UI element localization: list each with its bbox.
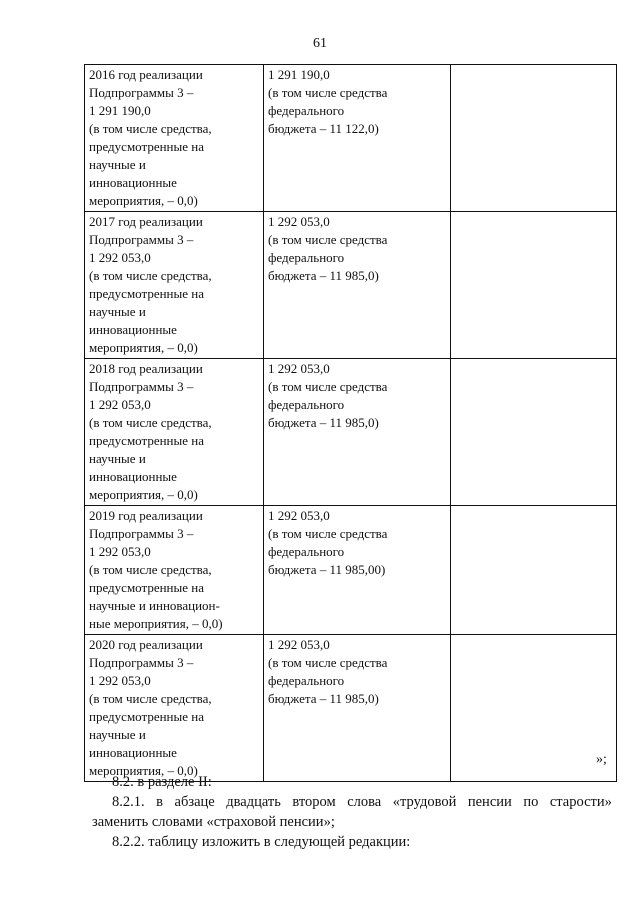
cell-line: (в том числе средства,: [89, 562, 212, 577]
word: в: [156, 794, 164, 810]
cell-line: федерального: [268, 250, 345, 265]
table-cell-col3: [451, 506, 617, 635]
cell-line: (в том числе средства,: [89, 415, 212, 430]
paragraph-8-2-2: 8.2.2. таблицу изложить в следующей редакции:: [112, 834, 411, 850]
word: пенсии: [467, 794, 512, 810]
cell-line: 1 292 053,0: [268, 508, 330, 523]
word: старости»: [549, 794, 612, 810]
cell-line: 1 292 053,0: [268, 637, 330, 652]
cell-line: Подпрограммы 3 –: [89, 526, 194, 541]
cell-line: Подпрограммы 3 –: [89, 85, 194, 100]
table-cell-col1: [85, 65, 264, 212]
cell-line: бюджета – 11 985,00): [268, 562, 386, 577]
cell-line: инновационные: [89, 469, 177, 484]
paragraph-8-2-1: [92, 792, 612, 832]
table-cell-col1: [85, 212, 264, 359]
table-row: [85, 506, 617, 635]
table-cell-col2: [264, 635, 451, 782]
paragraph-8-2: 8.2. в разделе II:: [112, 774, 212, 790]
table-cell-col3: [451, 635, 617, 782]
table-cell-col1: [85, 506, 264, 635]
closing-quote: »;: [596, 752, 607, 767]
table-cell-col2: [264, 506, 451, 635]
cell-line: научные и: [89, 304, 146, 319]
cell-line: предусмотренные на: [89, 286, 205, 301]
word: втором: [292, 794, 336, 810]
cell-line: 2018 год реализации: [89, 361, 203, 376]
cell-line: (в том числе средства,: [89, 268, 212, 283]
cell-line: мероприятия, – 0,0): [89, 763, 198, 778]
subprogram-funding-table: [84, 64, 617, 782]
cell-line: 2017 год реализации: [89, 214, 203, 229]
cell-line: 2019 год реализации: [89, 508, 203, 523]
cell-line: 1 292 053,0: [89, 673, 151, 688]
cell-line: бюджета – 11 985,0): [268, 415, 379, 430]
cell-line: инновационные: [89, 322, 177, 337]
cell-line: 1 292 053,0: [268, 361, 330, 376]
cell-line: мероприятия, – 0,0): [89, 193, 198, 208]
cell-line: ные мероприятия, – 0,0): [89, 616, 223, 631]
word: 8.2.1.: [112, 794, 145, 810]
table-cell-col2: [264, 65, 451, 212]
cell-line: 2016 год реализации: [89, 67, 203, 82]
cell-line: (в том числе средства: [268, 232, 388, 247]
cell-line: мероприятия, – 0,0): [89, 487, 198, 502]
table-cell-col3: [451, 65, 617, 212]
table-cell-col1: [85, 359, 264, 506]
cell-line: бюджета – 11 122,0): [268, 121, 379, 136]
cell-line: (в том числе средства: [268, 526, 388, 541]
cell-line: предусмотренные на: [89, 139, 205, 154]
cell-line: федерального: [268, 397, 345, 412]
cell-line: федерального: [268, 673, 345, 688]
cell-line: (в том числе средства: [268, 379, 388, 394]
cell-line: федерального: [268, 103, 345, 118]
table-row: [85, 359, 617, 506]
cell-line: Подпрограммы 3 –: [89, 379, 194, 394]
cell-line: 1 292 053,0: [268, 214, 330, 229]
word: слова: [347, 794, 382, 810]
table-cell-col3: [451, 359, 617, 506]
cell-line: научные и инновацион-: [89, 598, 220, 613]
cell-line: научные и: [89, 451, 146, 466]
cell-line: 1 292 053,0: [89, 544, 151, 559]
cell-line: инновационные: [89, 745, 177, 760]
cell-line: (в том числе средства: [268, 85, 388, 100]
cell-line: бюджета – 11 985,0): [268, 691, 379, 706]
cell-line: (в том числе средства: [268, 655, 388, 670]
cell-line: предусмотренные на: [89, 709, 205, 724]
cell-line: 2020 год реализации: [89, 637, 203, 652]
cell-line: (в том числе средства,: [89, 121, 212, 136]
word: абзаце: [174, 794, 215, 810]
cell-line: федерального: [268, 544, 345, 559]
cell-line: мероприятия, – 0,0): [89, 340, 198, 355]
cell-line: бюджета – 11 985,0): [268, 268, 379, 283]
table-cell-col2: [264, 359, 451, 506]
cell-line: научные и: [89, 727, 146, 742]
cell-line: 1 291 190,0: [89, 103, 151, 118]
table-cell-col2: [264, 212, 451, 359]
word: по: [523, 794, 539, 810]
paragraph-8-2-1-line-1: [92, 792, 612, 812]
table-cell-col3: [451, 212, 617, 359]
cell-line: предусмотренные на: [89, 433, 205, 448]
cell-line: 1 292 053,0: [89, 397, 151, 412]
table-row: [85, 635, 617, 782]
table-row: [85, 212, 617, 359]
paragraph-8-2-1-line-2: заменить словами «страховой пенсии»;: [92, 814, 335, 830]
cell-line: научные и: [89, 157, 146, 172]
table-cell-col1: [85, 635, 264, 782]
table-row: [85, 65, 617, 212]
cell-line: предусмотренные на: [89, 580, 205, 595]
page-number: 61: [313, 36, 327, 51]
cell-line: Подпрограммы 3 –: [89, 655, 194, 670]
cell-line: 1 292 053,0: [89, 250, 151, 265]
word: «трудовой: [392, 794, 457, 810]
cell-line: (в том числе средства,: [89, 691, 212, 706]
cell-line: инновационные: [89, 175, 177, 190]
word: двадцать: [226, 794, 281, 810]
cell-line: 1 291 190,0: [268, 67, 330, 82]
cell-line: Подпрограммы 3 –: [89, 232, 194, 247]
